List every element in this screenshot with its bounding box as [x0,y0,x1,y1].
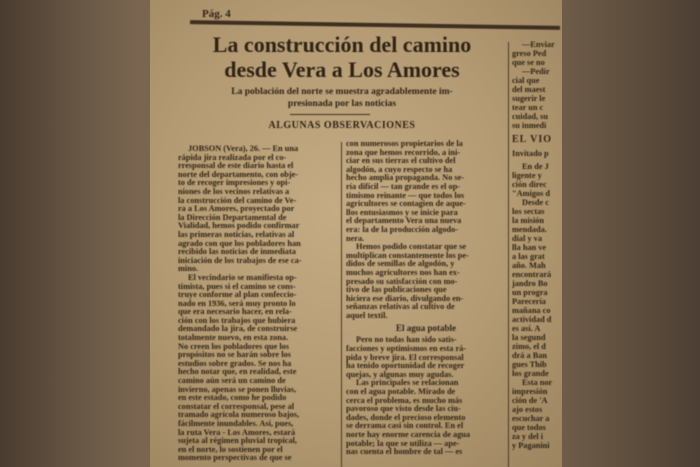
text-line: potable; la que se utiliza — ape- [346,438,460,448]
divider [290,114,370,115]
text-line: sujeta al régimen pluvial tropical, [178,436,297,446]
text-line: No creen los pobladores que los [178,341,290,351]
newspaper-page [150,0,562,467]
text-line: En de J [522,162,549,171]
text-line: ha tenido oportunidad de recoger [346,361,465,371]
top-rule [190,20,560,30]
text-line: los grande [512,369,549,378]
text-line: recibido las noticias de inmediata [178,247,296,257]
headline-line: desde Vera a Los Amores [224,57,460,82]
column-subheading: El agua potable [395,323,456,334]
text-line: señanzas relativas al cultivo de [346,302,455,312]
text-line: pida y breve jira. El corresponsal [346,352,464,362]
text-line: nado en 1936, será muy pronto lo [178,298,296,308]
text-line: zona que hemos recorrido, a ini- [346,147,461,157]
text-line: truye conforme al plan confeccio- [178,290,297,300]
text-line: presado su satisfacción con mo- [346,276,458,286]
text-line: demandado la jira, de construirse [178,324,298,334]
text-line: totalmente nuevo, en esta zona. [178,333,289,343]
text-line: hecho notar que, en realidad, este [178,367,297,377]
text-line: que era necesario hacer, en rela- [178,307,292,317]
section-heading: ALGUNAS OBSERVACIONES [268,120,416,131]
text-line: Pero no todas han sido satis- [356,335,457,345]
text-line: constatar el corresponsal, pese al [178,401,295,411]
text-line: lla han ve [512,243,547,252]
text-line: sugerir le [512,94,546,103]
text-line: "Amigos d [512,189,551,198]
text-line: que se no [512,58,545,67]
deck [178,86,506,110]
text-line: muchos agricultores nos han ex- [346,267,460,277]
text-line: norte del departamento, con obje- [178,169,299,179]
text-line: con el agua potable. Mirado de [346,387,456,397]
text-line: a las grat [512,252,545,261]
text-line: la ruta Vera - Los Amores, estará [178,427,296,437]
text-line: tivo de las publicaciones que [346,285,447,295]
text-line: Desde c [522,198,549,207]
column3-heading: EL VIO [512,134,552,145]
text-line: ra a Los Amores, proyectado por [178,204,295,214]
text-line: didos de semillas de algodón, y [346,259,455,269]
text-line: actividad d [512,315,552,324]
text-line: multiplican constantemente los pe- [346,250,469,260]
text-line: agricultores se contagien de aque- [346,199,466,209]
text-line: del maest [512,85,546,94]
text-line: tramado agrícola numeroso bajos, [178,410,300,420]
text-line: aquel textil. [346,310,388,320]
text-line: propósitos no se harán sobre los [178,350,291,360]
headline [178,32,506,82]
column-rule [508,42,509,467]
text-line: las primeras noticias, relativas al [178,229,295,239]
text-line: ciar en sus tierras el cultivo del [346,156,456,166]
text-line: camino aún será un camino de [178,376,286,386]
page-number: Pág. 4 [202,8,231,20]
text-line: algodón, a cuyo respecto se ha [346,164,453,174]
text-line: JOBSON (Vera), 26. — En una [188,144,299,153]
text-line: estudios sobre grados. Se nos ha [178,358,292,368]
text-line: ría difícil — tan grande es el op- [346,181,461,191]
text-line: escuchar a [512,414,550,423]
text-line: con numerosos propietarios de la [346,139,463,148]
deck-line: La población del norte se muestra agradablemente im- [231,87,453,97]
text-line: dades, donde el precioso elemento [346,412,466,422]
text-line: niones de los vecinos relativas a [178,186,290,196]
text-line: cuidad, su [512,112,548,121]
text-line: mañana co [512,306,551,315]
text-line: drá a Ban [512,351,548,360]
text-line: za y del i [512,432,544,441]
text-line: se derrama casi sin control. En el [346,421,464,431]
column-2 [346,140,506,457]
text-line: gues Thib [512,360,547,369]
text-line: la segund [512,333,546,342]
text-line: Vialidad, hemos podido confirmar [178,221,300,231]
text-line: rresponsal de este diario hasta el [178,161,294,171]
text-line: ción direc [512,180,547,189]
column-rule [341,142,342,467]
text-line: hiciera ese diario, divulgando en- [346,293,464,303]
text-line: El vecindario se manifiesta op- [188,272,297,282]
text-line: ajo estos [512,405,543,414]
text-line: to de recoger impresiones y opi- [178,178,291,188]
text-line: año. Mah [512,261,546,270]
deck-line: presionada por las noticias [287,99,397,109]
text-line: facciones y optimismos en esta rá- [346,344,467,354]
text-line: cial que [512,76,540,85]
background-right [560,0,700,467]
text-line: timismo reinante — que todos los [346,190,465,200]
column3-subheading: Invitado p [512,149,549,158]
text-line: su inmedi [512,121,547,130]
text-line: timista, pues si el camino se cons- [178,281,296,291]
text-line: norte hay enorme carencia de agua [346,430,471,439]
text-line: llos entusiasmos y se inicie para [346,207,458,217]
text-line: en este estado, como he podido [178,393,287,403]
text-line: quejas, y algunas muy agudas. [346,369,454,379]
text-line: impresión [512,387,548,396]
text-line: Hemos podido constatar que se [356,242,467,252]
text-line: —Pedir [522,67,550,76]
text-line: la misión [512,216,545,225]
text-line: encontrará [512,270,552,279]
text-line: dial y va [512,234,542,243]
text-line: es así. A [512,324,541,333]
text-line: en el norte, lo sostienen por el [178,444,283,454]
text-line: momento perspectivas de que se [178,453,292,463]
text-line: nas cuenta el hombre de tal — es [346,447,463,457]
text-line: la construcción del camino de Ve- [178,195,297,205]
text-line: hecho amplia propaganda. No se- [346,173,465,183]
text-line: Esta nor [522,378,553,387]
text-line: —Enviar [522,40,555,49]
text-line: fácilmente inundables. Así, pues, [178,419,294,428]
text-line: un progra [512,288,548,297]
text-line: era: la de la producción algodo- [346,224,459,234]
text-line: pavoroso que visto desde las ciu- [346,404,461,414]
text-line: nera. [346,233,365,243]
text-line: rápida jira realizada por el co- [178,152,287,162]
text-line: mino. [178,264,199,274]
column-3 [512,40,567,450]
text-line: Parecería [512,297,546,306]
text-line: jandro Bo [512,279,548,288]
text-line: zimo, el d [512,342,546,351]
text-line: ligente y [512,171,542,180]
text-line: ción con los trabajos que hubiera [178,315,296,325]
text-line: agrado con que los pobladores han [178,238,301,248]
text-line: los sectas [512,207,545,216]
text-line: y Paganini [512,441,550,450]
text-line: invierno, apenas se ponen lluvias, [178,384,297,394]
text-line: cerca el problema, es mucho más [346,395,463,405]
text-line: greso Ped [512,49,547,58]
text-line: iniciación de los trabajos de ese ca- [178,255,302,265]
text-line: mendada. [512,225,547,234]
text-line: tear un c [512,103,544,112]
headline-line: La construcción del camino [212,32,472,57]
text-line: que todos [512,423,546,432]
text-line: ción de 'A [512,396,548,405]
column-1 [178,145,338,463]
text-line: el departamento Vera una nueva [346,216,462,226]
text-line: Las principales se relacionan [356,378,459,388]
text-line: la Dirección Departamental de [178,212,287,222]
